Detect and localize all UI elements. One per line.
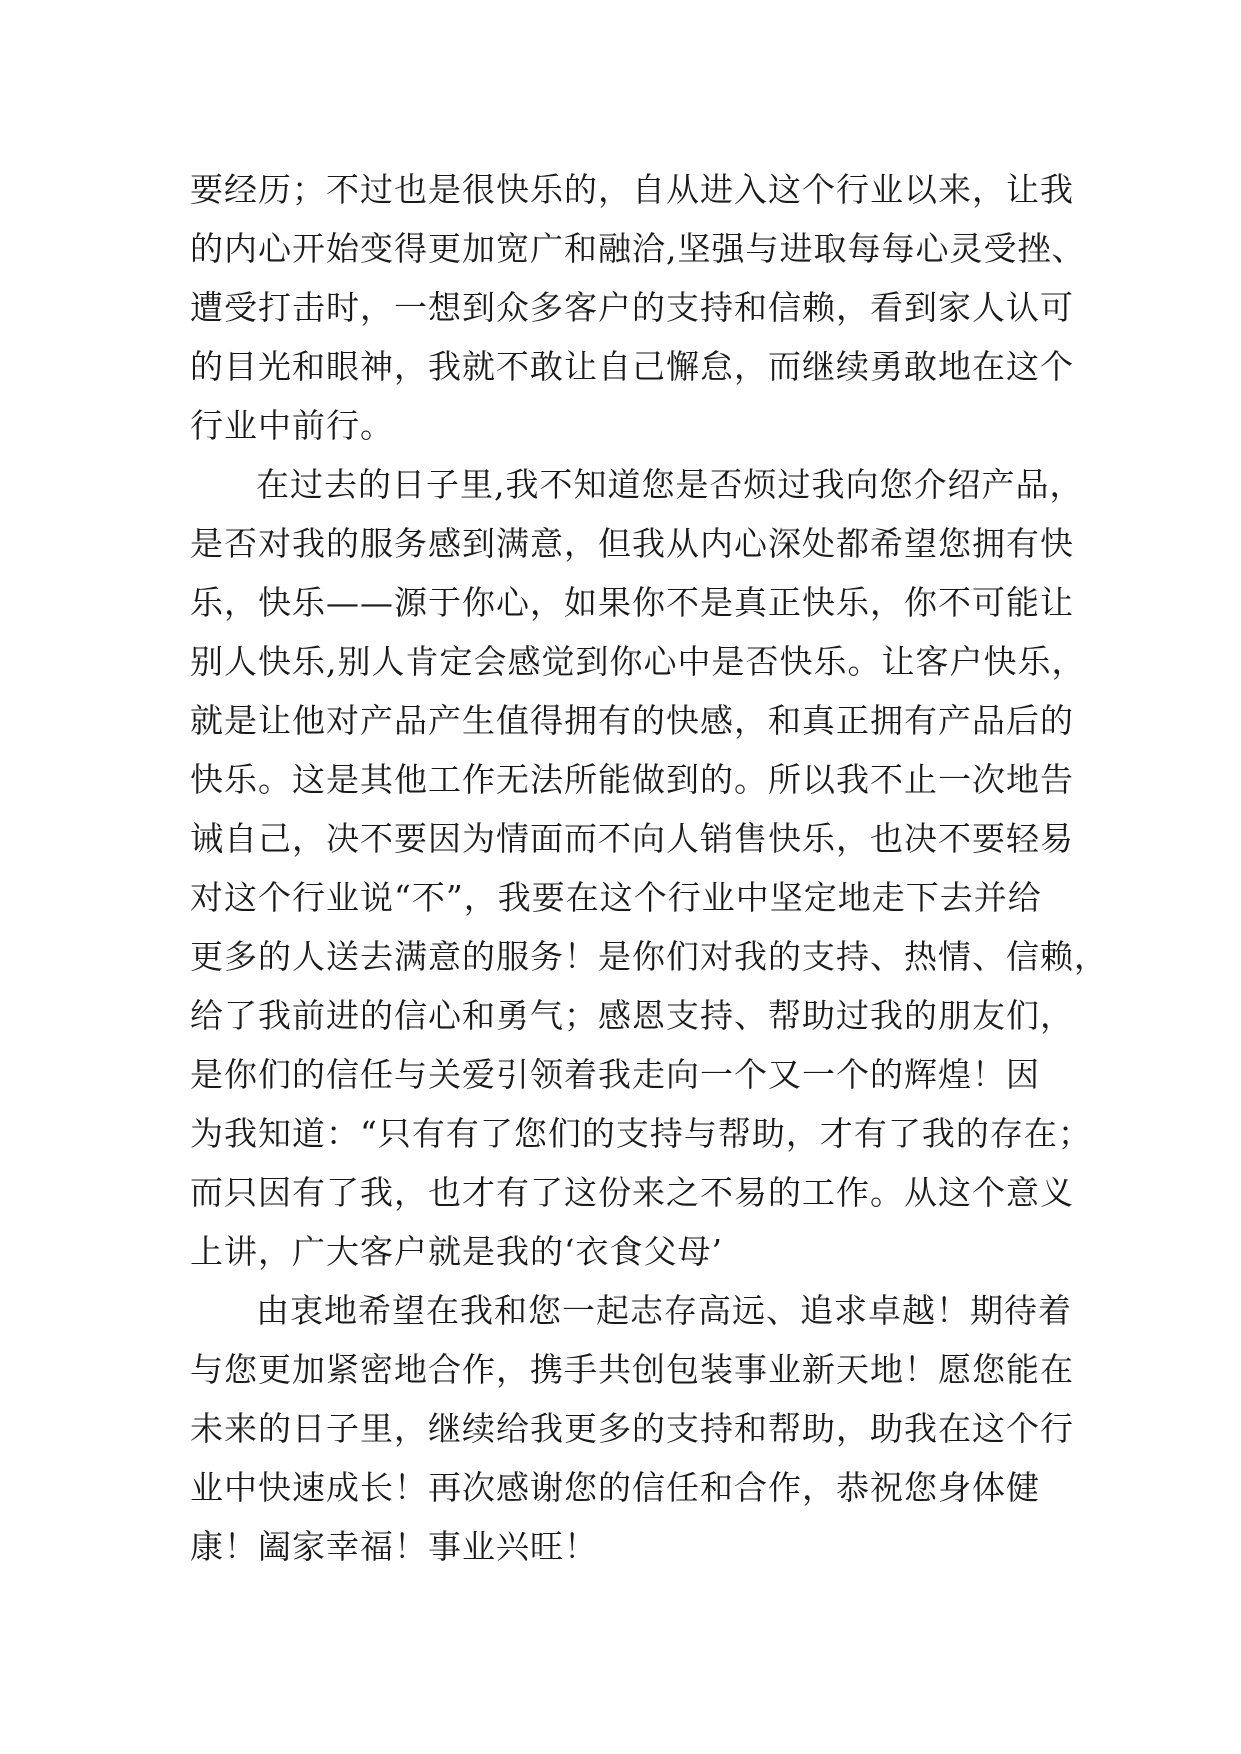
text-line: 要经历；不过也是很快乐的，自从进入这个行业以来，让我 [190, 170, 1074, 209]
text-line: 业中快速成长！再次感谢您的信任和合作，恭祝您身体健 [190, 1468, 1040, 1507]
text-line: 的目光和眼神，我就不敢让自己懈怠，而继续勇敢地在这个 [190, 347, 1074, 386]
text-line: 而只因有了我，也才有了这份来之不易的工作。从这个意义 [190, 1173, 1074, 1212]
paragraph-first-line: 在过去的日子里,我不知道您是否烦过我向您介绍产品， [256, 465, 1084, 504]
text-line: 为我知道：“只有有了您们的支持与帮助，才有了我的存在； [190, 1114, 1092, 1153]
text-line: 是你们的信任与关爱引领着我走向一个又一个的辉煌！因 [190, 1055, 1040, 1094]
text-line: 上讲，广大客户就是我的‘衣食父母’ [190, 1232, 723, 1271]
text-line: 行业中前行。 [190, 406, 394, 445]
text-line: 与您更加紧密地合作，携手共创包装事业新天地！愿您能在 [190, 1350, 1074, 1389]
text-line: 快乐。这是其他工作无法所能做到的。所以我不止一次地告 [190, 760, 1074, 799]
paragraph-first-line: 由衷地希望在我和您一起志存高远、追求卓越！期待着 [256, 1291, 1072, 1330]
text-line: 就是让他对产品产生值得拥有的快感，和真正拥有产品后的 [190, 701, 1074, 740]
text-line: 乐，快乐——源于你心，如果你不是真正快乐，你不可能让 [190, 583, 1074, 622]
text-line: 给了我前进的信心和勇气；感恩支持、帮助过我的朋友们， [190, 996, 1074, 1035]
text-line: 别人快乐,别人肯定会感觉到你心中是否快乐。让客户快乐， [190, 642, 1086, 681]
text-line: 遭受打击时，一想到众多客户的支持和信赖，看到家人认可 [190, 288, 1074, 327]
text-line: 更多的人送去满意的服务！是你们对我的支持、热情、信赖， [190, 937, 1108, 976]
text-line: 康！阖家幸福！事业兴旺！ [190, 1527, 598, 1566]
text-line: 对这个行业说“不”，我要在这个行业中坚定地走下去并给 [190, 878, 1042, 917]
text-line: 诫自己，决不要因为情面而不向人销售快乐，也决不要轻易 [190, 819, 1074, 858]
body-text [190, 160, 1108, 1576]
text-line: 是否对我的服务感到满意，但我从内心深处都希望您拥有快 [190, 524, 1074, 563]
text-line: 的内心开始变得更加宽广和融洽,坚强与进取每每心灵受挫、 [190, 229, 1086, 268]
text-line: 未来的日子里，继续给我更多的支持和帮助，助我在这个行 [190, 1409, 1074, 1448]
